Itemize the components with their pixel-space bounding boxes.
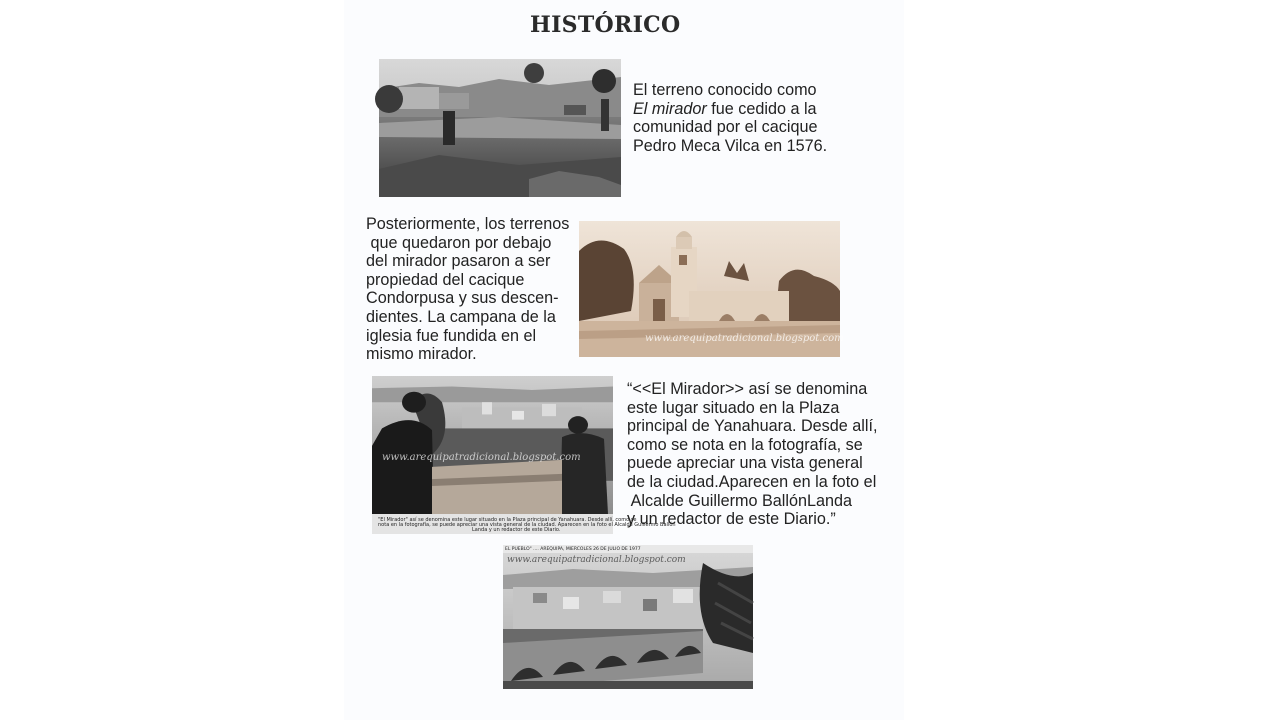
arches-photo-header: EL PUEBLO" .... AREQUIPA, MIERCOLES 26 DE JULIO DE 1977 [505,547,641,552]
paragraph-later-line-6: dientes. La campana de la [366,307,556,326]
paragraph-quote-line-3: principal de Yanahuara. Desde allí, [627,417,878,436]
paragraph-origin-line-4: Pedro Meca Vilca en 1576. [633,136,828,155]
paragraph-quote-line-7: Alcalde Guillermo BallónLanda [627,491,852,510]
paragraph-origin [633,81,827,155]
paragraph-origin-line-3: comunidad por el cacique [633,118,818,137]
paragraph-later-line-4: propiedad del cacique [366,270,525,289]
arches-photo-image [503,553,753,689]
paragraph-later-line-1: Posteriormente, los terrenos [366,215,570,233]
paragraph-later-line-5: Condorpusa y sus descen- [366,289,559,308]
paragraph-quote-line-2: este lugar situado en la Plaza [627,398,840,417]
paragraph-quote-line-5: puede apreciar una vista general [627,454,863,473]
paragraph-quote-line-1: “<<El Mirador>> así se denomina [627,380,868,398]
newspaper-photo-image [372,376,613,514]
terrain-photo-image [379,59,621,197]
newspaper-photo-watermark: www.arequipatradicional.blogspot.com [382,452,581,463]
paragraph-later-line-3: del mirador pasaron a ser [366,252,551,271]
paragraph-quote-line-8: y un redactor de este Diario.” [627,510,836,529]
paragraph-later-line-8: mismo mirador. [366,345,477,364]
paragraph-later-line-2: que quedaron por debajo [366,233,552,252]
page-title: HISTÓRICO [530,12,681,38]
newspaper-photo-caption-2: nota en la fotografía, se puede apreciar una vista general de la ciudad. Aparecen en la foto el Alcalde Guillermo Ballón [378,522,676,528]
paragraph-origin-line-1: El terreno conocido como [633,81,817,99]
paragraph-origin-emphasis: El mirador [633,99,707,118]
church-photo [579,221,844,357]
terrain-photo [379,59,621,197]
paragraph-quote [627,380,877,529]
newspaper-photo-caption-1: "El Mirador" así se denomina este lugar situado en la Plaza principal de Yanahuara. Desde allí, como se [378,517,637,523]
newspaper-photo-caption-3: Landa y un redactor de este Diario. [472,527,561,533]
paragraph-quote-line-4: como se nota en la fotografía, se [627,435,863,454]
paragraph-later [366,215,569,364]
newspaper-photo [372,376,676,534]
arches-photo-watermark: www.arequipatradicional.blogspot.com [507,555,686,565]
church-photo-watermark: www.arequipatradicional.blogspot.com [645,333,844,344]
paragraph-later-line-7: iglesia fue fundida en el [366,326,537,345]
paragraph-quote-line-6: de la ciudad.Aparecen en la foto el [627,472,877,491]
arches-photo [503,545,753,689]
paragraph-origin-line-2: fue cedido a la [706,99,817,118]
